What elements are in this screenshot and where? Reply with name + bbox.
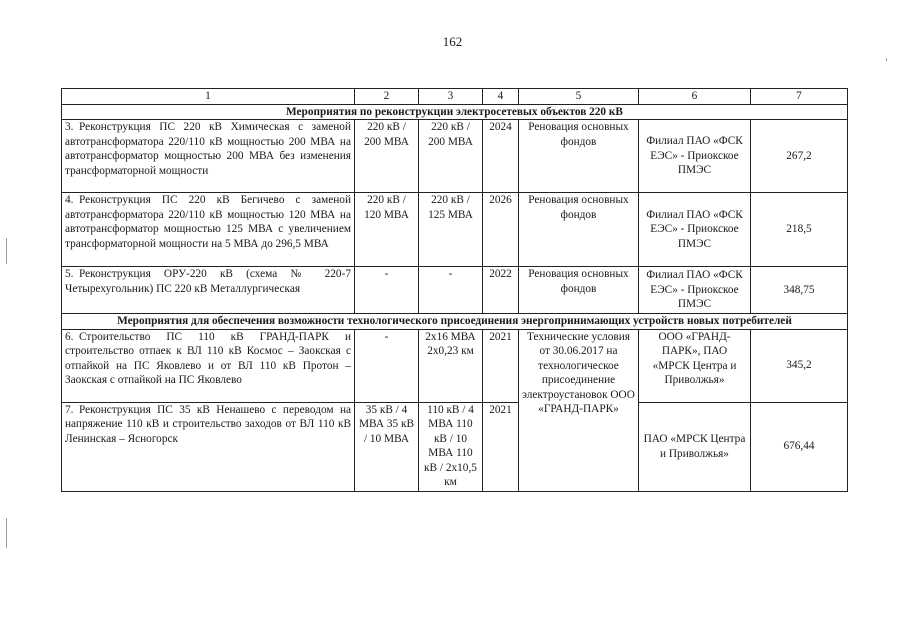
description-cell: [62, 120, 355, 193]
after-cell: 220 кВ / 125 МВА: [419, 193, 483, 267]
year-cell: 2022: [483, 267, 519, 314]
table-row: [62, 120, 848, 193]
row-description: Реконструкция ПС 220 кВ Химическая с заменой автотрансформатора 220/110 кВ мощностью 200 МВА на автотрансформатор мощностью 200 МВА без изменения трансформаторной мощности: [65, 121, 351, 177]
description-cell: [62, 329, 355, 402]
column-header: 4: [483, 89, 519, 105]
before-cell: 220 кВ / 200 МВА: [355, 120, 419, 193]
section-row: [62, 104, 848, 120]
table-row: [62, 402, 848, 491]
measures-table: [61, 88, 848, 492]
after-cell: 220 кВ / 200 МВА: [419, 120, 483, 193]
column-header: 3: [419, 89, 483, 105]
section-row: [62, 314, 848, 330]
scan-margin-mark: [6, 238, 7, 264]
row-number: 5.: [65, 268, 74, 280]
column-header: 1: [62, 89, 355, 105]
column-header: 5: [519, 89, 639, 105]
after-cell: 110 кВ / 4 МВА 110 кВ / 10 МВА 110 кВ / 2х10,5 км: [419, 402, 483, 491]
section-title-connection: Мероприятия для обеспечения возможности технологического присоединения энергопринимающих устройств новых потребителей: [62, 314, 848, 330]
column-header: 6: [639, 89, 751, 105]
column-header: 2: [355, 89, 419, 105]
after-cell: 2х16 МВА 2х0,23 км: [419, 329, 483, 402]
row-description: Реконструкция ПС 220 кВ Бегичево с заменой автотрансформатора 220/110 кВ мощностью 120 МВА на автотрансформатор мощностью 125 МВА с увеличением трансформаторной мощности на 5 МВА до 296,5 МВА: [65, 194, 351, 250]
cost-cell: 676,44: [751, 402, 848, 491]
row-description: Реконструкция ПС 35 кВ Ненашево с переводом на напряжение 110 кВ и строительство заходов от ВЛ 110 кВ Ленинская – Ясногорск: [65, 403, 351, 445]
row-description: Строительство ПС 110 кВ ГРАНД-ПАРК и строительство отпаек к ВЛ 110 кВ Космос – Заокская с отпайкой на ПС Яковлево и от ВЛ 110 кВ Протон – Заокская с отпайкой на ПС Яковлево: [65, 330, 351, 386]
page-number: 162: [442, 34, 463, 49]
year-cell: 2026: [483, 193, 519, 267]
row-number: 3.: [65, 121, 74, 133]
owner-cell: ПАО «МРСК Центра и Приволжья»: [639, 402, 751, 491]
row-number: 4.: [65, 194, 74, 206]
column-header: 7: [751, 89, 848, 105]
owner-cell: Филиал ПАО «ФСК ЕЭС» - Приокское ПМЭС: [639, 267, 751, 314]
before-cell: -: [355, 267, 419, 314]
scan-margin-mark: [6, 518, 7, 548]
before-cell: -: [355, 329, 419, 402]
reason-cell: Реновация основных фондов: [519, 267, 639, 314]
section-title-reconstruction: Мероприятия по реконструкции электросетевых объектов 220 кВ: [62, 104, 848, 120]
cost-cell: 348,75: [751, 267, 848, 314]
description-cell: [62, 193, 355, 267]
table-row: [62, 193, 848, 267]
owner-cell: ООО «ГРАНД-ПАРК», ПАО «МРСК Центра и Приволжья»: [639, 329, 751, 402]
owner-cell: Филиал ПАО «ФСК ЕЭС» - Приокское ПМЭС: [639, 193, 751, 267]
column-header-row: [62, 89, 848, 105]
row-description: Реконструкция ОРУ-220 кВ (схема № 220-7 Четырехугольник) ПС 220 кВ Металлургическая: [65, 268, 351, 295]
before-cell: 220 кВ / 120 МВА: [355, 193, 419, 267]
table-row: [62, 267, 848, 314]
description-cell: [62, 402, 355, 491]
row-number: 6.: [65, 330, 74, 343]
year-cell: 2024: [483, 120, 519, 193]
row-number: 7.: [65, 403, 74, 416]
after-cell: -: [419, 267, 483, 314]
table-row: [62, 329, 848, 402]
cost-cell: 267,2: [751, 120, 848, 193]
scan-margin-mark: [886, 58, 887, 61]
owner-cell: Филиал ПАО «ФСК ЕЭС» - Приокское ПМЭС: [639, 120, 751, 193]
reason-cell: Технические условия от 30.06.2017 на технологическое присоединение электроустановок ООО «ГРАНД-ПАРК»: [519, 329, 639, 491]
before-cell: 35 кВ / 4 МВА 35 кВ / 10 МВА: [355, 402, 419, 491]
year-cell: 2021: [483, 329, 519, 402]
cost-cell: 218,5: [751, 193, 848, 267]
reason-cell: Реновация основных фондов: [519, 193, 639, 267]
description-cell: [62, 267, 355, 314]
cost-cell: 345,2: [751, 329, 848, 402]
reason-cell: Реновация основных фондов: [519, 120, 639, 193]
year-cell: 2021: [483, 402, 519, 491]
